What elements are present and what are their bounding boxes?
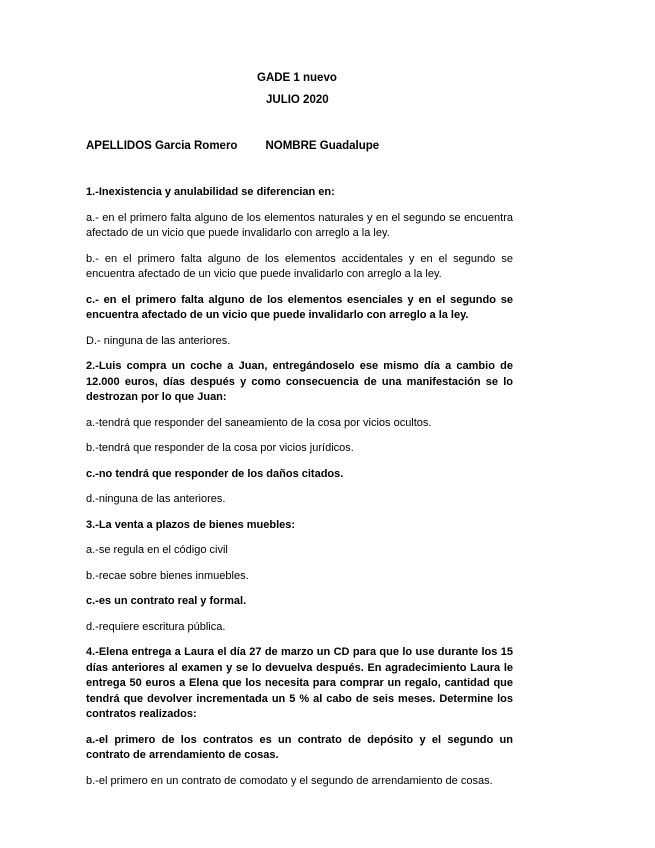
student-identity (86, 140, 379, 152)
question-2-option-c-selected: c.-no tendrá que responder de los daños citados. (86, 467, 344, 480)
question-4: 4.-Elena entrega a Laura el día 27 de marzo un CD para que lo use durante los 15 días anteriores al examen y se lo devuelva después. En agradecimiento Laura le entrega 50 euros a Elena que los necesita para comprar un regalo, cantidad que tendrá que devolver incrementada un 5 % al cabo de seis meses. Determine los contratos realizados: (86, 646, 513, 720)
question-1-option-b: b.- en el primero falta alguno de los elementos accidentales y en el segundo se encuentra afectado de un vicio que puede invalidarlo con arreglo a la ley. (86, 252, 513, 280)
question-3-option-a: a.-se regula en el código civil (86, 544, 228, 556)
question-3-option-b: b.-recae sobre bienes inmuebles. (86, 569, 249, 582)
surname-field: APELLIDOS Garcia Romero (86, 140, 238, 152)
question-4-option-a-selected: a.-el primero de los contratos es un contrato de depósito y el segundo un contrato de arrendamiento de cosas. (86, 733, 513, 761)
question-3-option-d: d.-requiere escritura pública. (86, 620, 226, 633)
question-2: 2.-Luis compra un coche a Juan, entregándoselo ese mismo día a cambio de 12.000 euros, días después y como consecuencia de una manifestación se lo destrozan por lo que Juan: (86, 360, 513, 403)
exam-date: JULIO 2020 (266, 94, 329, 106)
question-2-option-a: a.-tendrá que responder del saneamiento de la cosa por vicios ocultos. (86, 416, 432, 429)
question-1-option-d: D.- ninguna de las anteriores. (86, 334, 231, 347)
question-2-option-b: b.-tendrá que responder de la cosa por vicios jurídicos. (86, 442, 354, 454)
question-4-option-b: b.-el primero en un contrato de comodato y el segundo de arrendamiento de cosas. (86, 774, 493, 787)
questions-list (86, 185, 513, 799)
question-3: 3.-La venta a plazos de bienes muebles: (86, 518, 296, 531)
exam-title: GADE 1 nuevo (257, 72, 337, 84)
name-field: NOMBRE Guadalupe (265, 140, 380, 152)
question-3-option-c-selected: c.-es un contrato real y formal. (86, 595, 247, 607)
question-1: 1.-Inexistencia y anulabilidad se diferencian en: (86, 186, 335, 198)
question-1-option-a: a.- en el primero falta alguno de los elementos naturales y en el segundo se encuentra afectado de un vicio que puede invalidarlo con arreglo a la ley. (86, 211, 513, 239)
question-1-option-c-selected: c.- en el primero falta alguno de los elementos esenciales y en el segundo se encuentra afectado de un vicio que puede invalidarlo con arreglo a la ley. (86, 293, 513, 321)
question-2-option-d: d.-ninguna de las anteriores. (86, 493, 226, 505)
